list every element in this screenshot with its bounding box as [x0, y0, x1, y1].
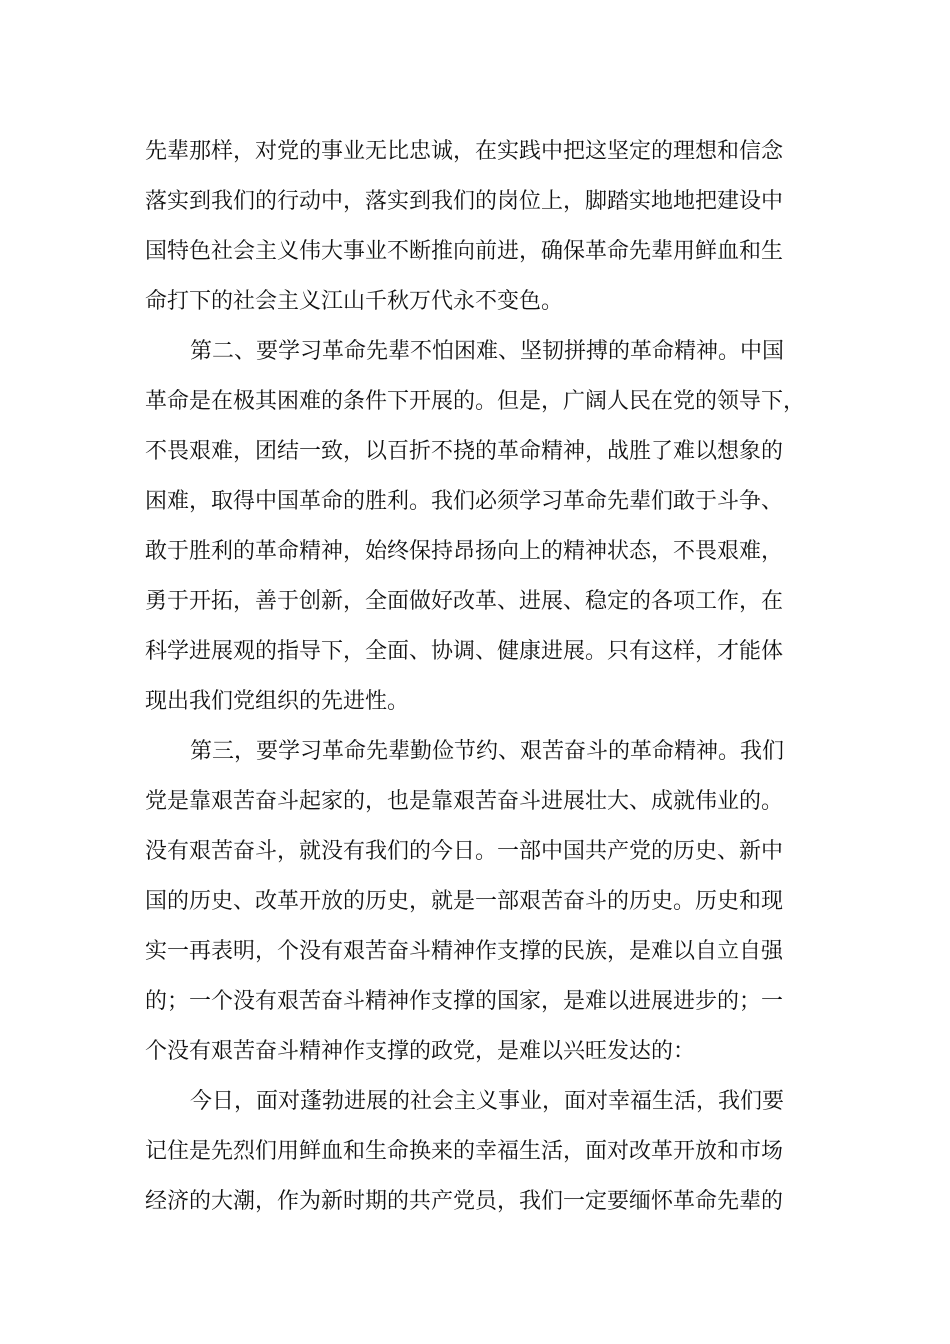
paragraph-first-line: 第二、要学习革命先辈不怕困难、坚韧拼搏的革命精神。中国: [190, 339, 785, 364]
text-line: 实一再表明，个没有艰苦奋斗精神作支撑的民族，是难以自立自强: [145, 939, 784, 964]
text-line: 科学进展观的指导下，全面、协调、健康进展。只有这样，才能体: [145, 639, 784, 664]
paragraph-first-line: 第三，要学习革命先辈勤俭节约、艰苦奋斗的革命精神。我们: [190, 739, 785, 764]
text-line: 现出我们党组织的先进性。: [145, 689, 410, 714]
text-line: 没有艰苦奋斗，就没有我们的今日。一部中国共产党的历史、新中: [145, 839, 784, 864]
paragraph-first-line: 今日，面对蓬勃进展的社会主义事业，面对幸福生活，我们要: [190, 1089, 785, 1114]
text-line: 困难，取得中国革命的胜利。我们必须学习革命先辈们敢于斗争、: [145, 489, 784, 514]
text-line: 个没有艰苦奋斗精神作支撑的政党，是难以兴旺发达的：: [145, 1039, 696, 1064]
text-line: 落实到我们的行动中，落实到我们的岗位上，脚踏实地地把建设中: [145, 189, 784, 214]
text-line: 党是靠艰苦奋斗起家的，也是靠艰苦奋斗进展壮大、成就伟业的。: [145, 789, 784, 814]
text-line: 经济的大潮，作为新时期的共产党员，我们一定要缅怀革命先辈的: [145, 1189, 784, 1214]
text-line: 不畏艰难，团结一致，以百折不挠的革命精神，战胜了难以想象的: [145, 439, 784, 464]
text-line: 先辈那样，对党的事业无比忠诚，在实践中把这坚定的理想和信念: [145, 139, 784, 164]
text-line: 的；一个没有艰苦奋斗精神作支撑的国家，是难以进展进步的；一: [145, 989, 784, 1014]
text-line: 命打下的社会主义江山千秋万代永不变色。: [145, 289, 564, 314]
text-line: 勇于开拓，善于创新，全面做好改革、进展、稳定的各项工作，在: [145, 589, 784, 614]
text-line: 国的历史、改革开放的历史，就是一部艰苦奋斗的历史。历史和现: [145, 889, 784, 914]
text-line: 革命是在极其困难的条件下开展的。但是，广阔人民在党的领导下，: [145, 389, 806, 414]
text-line: 记住是先烈们用鲜血和生命换来的幸福生活，面对改革开放和市场: [145, 1139, 784, 1164]
text-line: 国特色社会主义伟大事业不断推向前进，确保革命先辈用鲜血和生: [145, 239, 784, 264]
text-line: 敢于胜利的革命精神，始终保持昂扬向上的精神状态，不畏艰难，: [145, 539, 784, 564]
